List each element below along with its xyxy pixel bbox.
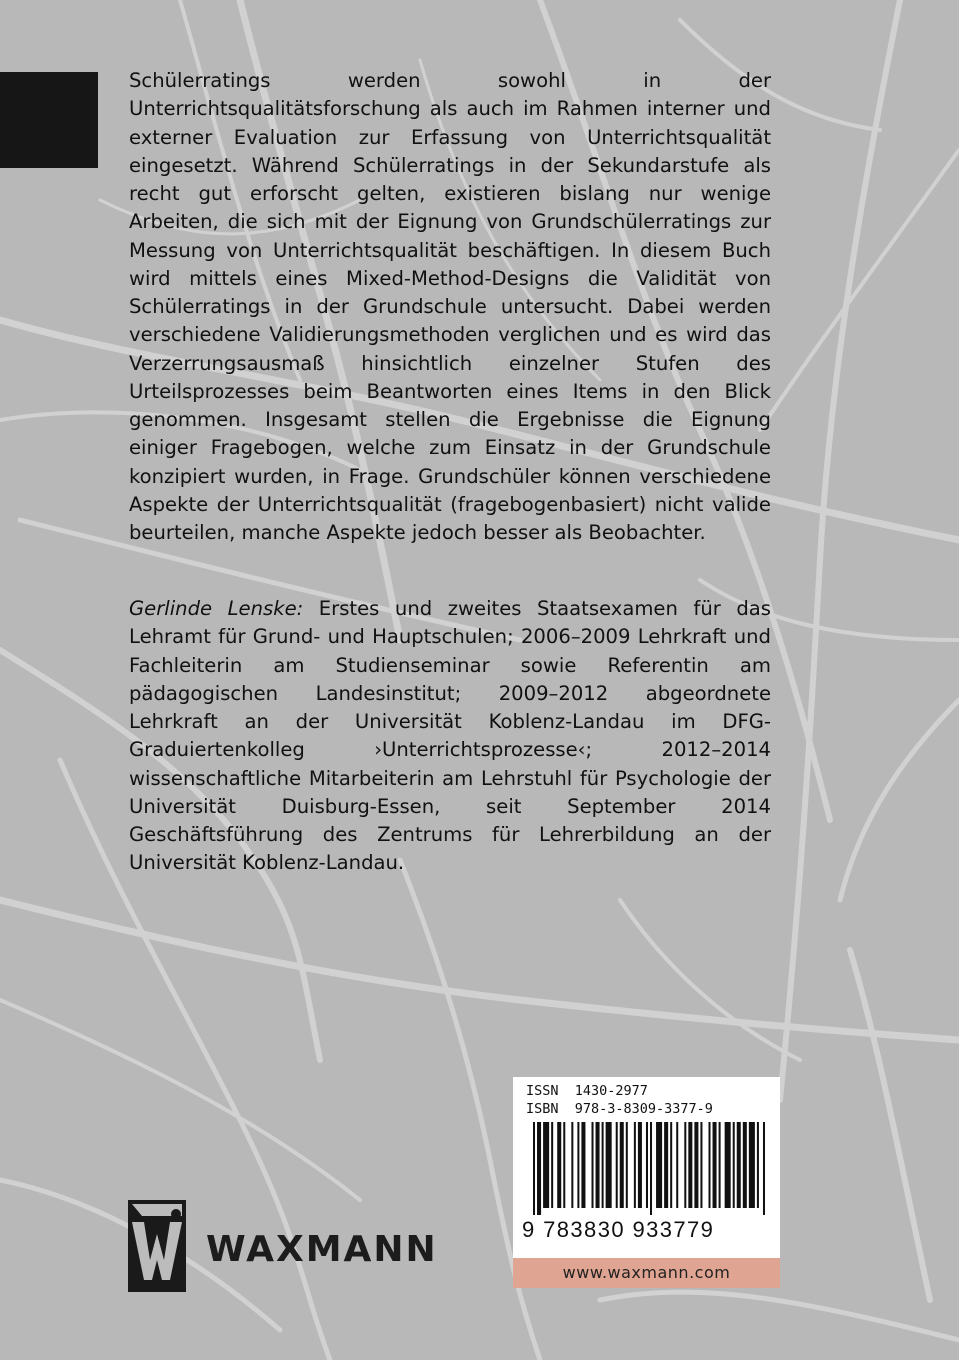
publisher-url: www.waxmann.com [513,1258,780,1288]
barcode-bar [626,1122,628,1208]
barcode-bar [551,1122,553,1208]
barcode-bar [719,1122,721,1208]
barcode-bar [537,1122,541,1215]
barcode-bar [543,1122,549,1208]
barcode-bar [620,1122,624,1208]
barcode-bar [533,1122,535,1215]
barcode-bar [638,1122,642,1208]
barcode-bar [713,1122,717,1208]
barcode-bar [733,1122,735,1208]
barcode-bar [709,1122,711,1208]
abstract-text: Schülerratings werden sowohl in der Unterrichtsqualitätsforschung als auch im Rahmen interner und externer Evaluation zur Erfassung von Unterrichtsqualität eingesetzt. Während Schülerratings in der Sekundarstufe als recht gut erforscht gelten, existieren bislang nur wenige Arbeiten, die sich mit der Eignung von Grundschülerratings zur Messung von Unterrichtsqualität beschäftigen. In diesem Buch wird mittels eines Mixed-Method-Designs die Validität von Schülerratings in der Grundschule untersucht. Dabei werden verschiedene Validierungsmethoden verglichen und es wird das Verzerrungsausmaß hinsichtlich einzelner Stufen des Urteilsprozesses beim Beantworten eines Items in den Blick genommen. Insgesamt stellen die Ergebnisse die Eignung einiger Fragebogen, welche zum Einsatz in der Grundschule konzipiert wurden, in Frage. Grundschüler können verschiedene Aspekte der Unterrichtsqualität (fragebogenbasiert) nicht valide beurteilen, manche Aspekte jedoch besser als Beobachter. [129,69,771,544]
barcode-bar [664,1122,668,1208]
barcode-bar [650,1122,652,1215]
author-bio [129,595,771,878]
barcode-bar [670,1122,672,1208]
barcode-bar [757,1122,759,1208]
barcode-bar [563,1122,565,1208]
waxmann-logo-icon [128,1200,186,1292]
author-bio-text: Erstes und zweites Staatsexamen für das Lehramt für Grund- und Hauptschulen; 2006–2009 Lehrkraft und Fachleiterin am Studienseminar sowie Referentin am pädagogischen Landesinstitut; 2009–2012 abgeordnete Lehrkraft an der Universität Koblenz-Landau im DFG-Graduiertenkolleg ›Unterrichtsprozesse‹; 2012–2014 wissenschaftliche Mitarbeiterin am Lehrstuhl für Psychologie der Universität Duisburg-Essen, seit September 2014 Geschäftsführung des Zentrums für Lehrerbildung an der Universität Koblenz-Landau. [129,597,771,875]
barcode-bar [634,1122,636,1208]
barcode-bar [656,1122,662,1208]
barcode-bar [606,1122,612,1208]
publisher-logo [128,1200,458,1292]
barcode-bar [676,1122,678,1208]
isbn-barcode-box [513,1077,780,1258]
barcode-bar [577,1122,579,1208]
barcode-bar [557,1122,561,1208]
isbn-number: ISBN 978-3-8309-3377-9 [526,1101,713,1117]
barcode-bar [688,1122,692,1208]
barcode-bar [743,1122,747,1208]
issn-number: ISSN 1430-2977 [526,1083,648,1099]
barcode-bar [616,1122,618,1208]
barcode-bar [700,1122,702,1208]
barcode-bar [602,1122,604,1208]
barcode-bar [646,1122,648,1208]
barcode-digits: 9 783830 933779 [522,1217,715,1242]
barcode-bar [592,1122,594,1208]
publisher-name: WAXMANN [206,1229,438,1270]
barcode-bar [725,1122,731,1208]
barcode-bar [581,1122,585,1208]
barcode-bar [763,1122,765,1215]
barcode-bar [737,1122,741,1208]
barcode-bar [749,1122,755,1208]
barcode-bar [684,1122,686,1208]
barcode-bar [571,1122,573,1208]
barcode-bar [694,1122,698,1208]
barcode-bar [596,1122,600,1208]
barcode-graphic [533,1122,767,1215]
black-edge-tab [0,72,98,168]
author-name: Gerlinde Lenske: [129,597,304,620]
